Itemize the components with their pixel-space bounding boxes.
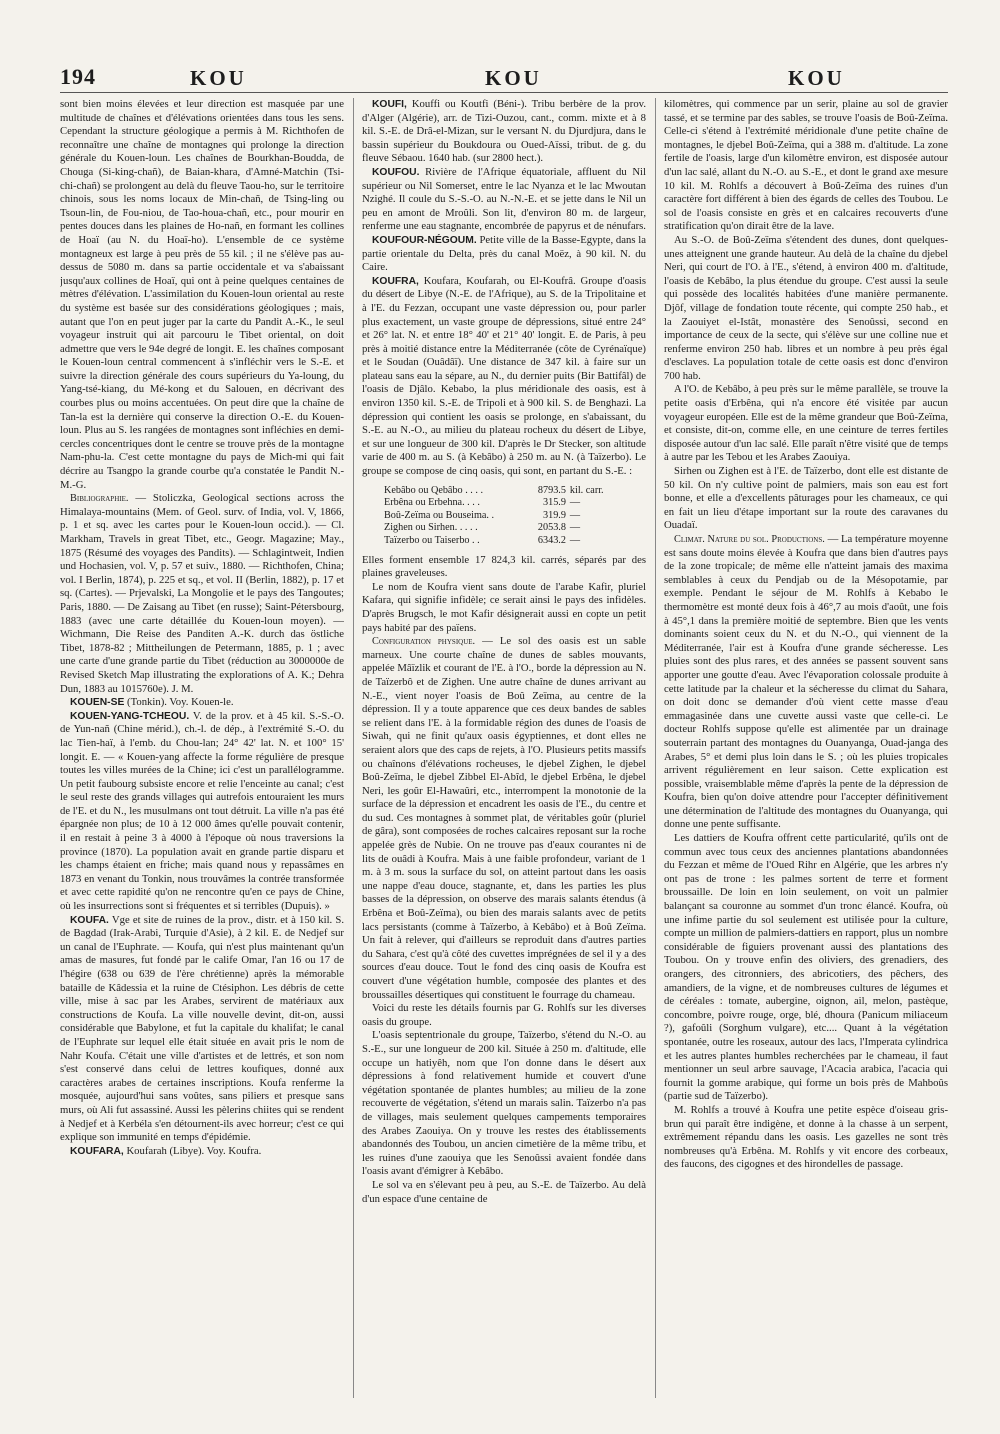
signature: J. M. <box>171 682 194 695</box>
text-columns <box>60 98 948 1410</box>
entry-continuation: sont bien moins élevées et leur direction est masquée par une multitude de chaînes et d'élévations orientées dans tous les sens. Cependant la structure géologique a permis à M. Richthofen de reconnaître une chaîne de montagnes qui prolonge la direction générale du Kouen-loun. Les chaînes de Bourkhan-Boudda, de Chouga (Si-king-chañ), de Baian-khara, d'Amné-Matchin (Tsi-chi-chañ) se prolongent au delà du fleuve Taou-ho, sur le territoire chinois, sous les noms locaux de Min-chañ, de Tsing-ling ou Tsoun-lin, de Fou-niou, de Tao-houa-chañ, etc., pour mourir en pentes douces dans les plaines de Ho-nañ, en formant les collines de Hoaï (au N. du Hoaï-ho). L'ensemble de ce système montagneux est large à peu près de 55 kil. ; il ne s'élève pas au-dessus de 5080 m. dans sa partie occidentale et va s'abaissant jusqu'aux collines de Hoaï, qui ont à peine quelques centaines de mètres d'élévation. L'assimilation du Kouen-loun oriental au reste du système est basée sur des considérations géologiques ; mais, autant que l'on en peut juger par la carte du Pandit A.-K., le seul voyageur instruit qui ait parcouru le Tibet oriental, on doit admettre que vers le 94e degré de longit. E. les chaînes composant le Kouen-loun central commencent à s'infléchir vers le S.-E. et suivre la direction générale des cours supérieurs du Ya-loung, du Yang-tsé-kiang, du Mé-kong et du Salouen, en décrivant des courbes plus ou moins accentuées. On peut dire que la chaîne de Tan-la est la dernière qui conserve la direction O.-E. du Kouen-loun. Plus au S. les rangées de montagnes sont infléchies en demi-cercles concentriques dont le centre se trouve près de la montagne Nam-phu-la. C'est cette montagne du pays de Mich-mi qui fait décrire au Tsangpo la grande courbe qu'a constatée le Pandit N.-M.-G. <box>60 98 344 491</box>
oasis-unit: kil. carr. <box>569 484 604 496</box>
section-text: — La température moyenne est sans doute moins élevée à Koufra que dans bien d'autres pays de la zone tropicale; de même elle n'atteint jamais des maxima semblables à ceux du Pendjab ou de la Mésopotamie, par exemple. Pendant le séjour de M. Rohlfs à Kebabo le thermomètre est monté deux fois à 46°,7 au mois d'août, une fois à 45°,1 dans la première moitié de septembre. Bien que les vents dominants soient ceux du N. et du N.-O., qui viennent de la Méditerranée, l'air est à Koufra d'une grande sécheresse. Les pluies sont des plus rares, et des années se passent souvent sans apporter une goutte d'eau. Avec l'évaporation colossale produite à cette latitude par la chaleur et la sécheresse du climat du Sahara, on doit donc se demander d'où vient cette masse d'eau emmagasinée dans une cuvette aussi vaste que celle-ci. Le docteur Rohlfs suppose qu'elle est alimentée par un drainage souterrain partant des montagnes du Ouanyanga, Ouad-janga des Arabes, 5° et demi plus loin dans le S. ; où les pluies tropicales arrivent régulièrement en leur saison. Cette explication est possible, vraisemblable même d'après la pente de la dépression de Koufra, bien qu'on doive attendre pour l'accepter définitivement une détermination de l'altitude des montagnes du Ouanyanga, qui donne une pente suffisante. <box>664 533 948 831</box>
running-head-right: KOU <box>788 66 845 90</box>
entry-text: Koufarah (Libye). Voy. Koufra. <box>126 1144 262 1157</box>
oasis-unit: — <box>569 509 581 521</box>
entry-koufour-negoum <box>362 234 646 275</box>
table-row <box>384 485 614 498</box>
oasis-name: Taïzerbo ou Taiserbo . . <box>384 535 480 546</box>
paragraph: A l'O. de Kebâbo, à peu près sur le même parallèle, se trouve la petite oasis d'Erbêna, qui n'a encore été visitée par aucun voyageur européen. Elle est de la même grandeur que Boû-Zeïma, et consiste, dit-on, comme elle, en une ceinture de terres fertiles disposée autour d'un lac salé. Elle paraît n'être visité que de temps à autre par les Tebou et les Arabes Zaouiya. <box>664 383 948 464</box>
section-label: Climat. Nature du sol. Productions. <box>674 534 825 545</box>
headword: KOUFOU. <box>372 166 420 178</box>
paragraph: Les dattiers de Koufra offrent cette particularité, qu'ils ont de commun avec tous ceux des anciennes plantations abandonnées du Fezzan et même de l'Oued Rihr en Algérie, que les arbres n'y ont pas de trone : les palmes sortent de terre et forment broussaille. De loin en loin seulement, on voit un palmier balançant sa couronne au sommet d'un tronc élancé. Koufra, où une infime partie du sol seulement est utilisée pour la culture, compte un million de palmiers-dattiers en rapport, plus un nombre considérable de figuiers provenant aussi des plantations des Toubou. On y trouve enfin des oliviers, des grenadiers, des orangers, des citronniers, des abricotiers, des pêchers, des amandiers, de la vigne, et de nombreuses cultures de légumes et de céréales : tomate, aubergine, oignon, ail, melon, pastèque, concombre, poivre rouge, orge, blé, dhoura (Panicum miliaceum ?), gafoûli (Sorghum vulgare), etc.... Quant à la végétation spontanée, outre les roseaux, autour des lacs, l'Imperata cylindrica et les autres plantes humbles recherchées par le chameau, il faut mentionner un seul arbre sauvage, l'Acacia arabica, l'acacia qui fournit la gomme arabique, qui forme un bois près de Mahboûs (partie sud de Taïzerbo). <box>664 832 948 1103</box>
entry-text: (Tonkin). Voy. Kouen-le. <box>127 696 234 709</box>
entry-text: Petite ville de la Basse-Egypte, dans la partie orientale du Delta, près du canal Moëz, à 90 kil. N. du Caire. <box>362 233 646 274</box>
paragraph: Sirhen ou Zighen est à l'E. de Taïzerbo, dont elle est distante de 50 kil. On n'y cultive point de palmiers, mais son eau est fort bonne, et elle a d'excellents pâturages pour les chameaux, ce qui en fait un lieu d'étape important sur la route des caravanes du Ouadaï. <box>664 465 948 532</box>
paragraph: Au S.-O. de Boû-Zeïma s'étendent des dunes, dont quelques-unes atteignent une grande hauteur. Au delà de la chaîne du djebel Neri, qui court de l'O. à l'E., s'étend, à environ 400 m. d'altitude, l'oasis de Kebâbo, la plus étendue du groupe. C'est aussi la seule qui possède des localités habitées d'une manière permanente. Djôf, village de fondation toute récente, qui compte 250 hab., et la Zaouiyet el-Istât, monastère des Senoûssi, second en importance de ceux de la secte, qui s'élève sur une colline nue et renferme environ 250 hab. libres et un nombre à peu près égal d'esclaves. La population totale de cette oasis est donc d'environ 700 hab. <box>664 233 948 382</box>
running-head-center: KOU <box>485 66 542 90</box>
section-label: Configuration physique. <box>372 636 476 648</box>
column-separator <box>353 98 354 1398</box>
headword: KOUFA. <box>70 914 109 926</box>
headword: KOUEN-SE <box>70 697 125 709</box>
entry-text: Koufara, Koufarah, ou El-Koufrâ. Groupe d'oasis du désert de Libye (N.-E. de l'Afrique), au S. de la Tripolitaine et à l'E. du Fezzan, occupant une vaste dépression ou, pour parler plus exactement, un vaste groupe de dépressions, situé entre 24° et 26° lat. N. et entre 18° 40' et 21° 40' longit. E. de Paris, à peu près à moitié distance entre la Méditerranée (côte de Cyrénaïque) et le Soudan (Ouâdâï). Une distance de 347 kil. à faire sur un plateau sans eau la sépare, au N., du dernier puits (Bir Battifâl) de l'oasis de Djâlo. Kebabo, la plus méridionale des oasis, est à environ 1350 kil. S.-E. de Tripoli et à 900 kil. S. de Benghazi. La dépression qui contient les oasis se prolonge, en s'abaissant, du S.-E. au N.-O., au milieu du plateau rocheux du désert de Libye, et sur une longueur de 300 kil. D'après le Dr Stecker, son altitude varie de 400 m. au S. (à Kebâbo) à 250 m. au N. (à Taïzerbo). Le groupe se compose de cinq oasis, qui sont, en partant du S.-E. : <box>362 274 646 478</box>
table-row <box>384 510 614 523</box>
headword: KOUEN-YANG-TCHEOU. <box>70 710 190 722</box>
section-configuration <box>362 635 646 1002</box>
section-text: — Le sol des oasis est un sable marneux. Une courte chaîne de dunes de sables mouvants, appelée Mâïzlik et courant de l'E. à l'O., borde la dépression au N. de Taïzerbô et de Zighen. Une autre chaîne de dunes arrivant au N.-E., vient noyer l'oasis de Boû Zeïma, au centre de la dépression. Il y a toute apparence que ces deux bandes de sables se relient dans l'E. à la formidable région des dunes de l'oasis de Siwah, qui ne finit qu'aux oasis égyptiennes, et dont elles ne seraient alors que des caps de rejets, à l'O. Plusieurs petits massifs ou chaînons d'élévations rocheuses, le djebel Zighen, le djebel Boû-Zeïma, le djebel Zibbel El-Abîd, le djebel Erbêna, le djebel Neri, les goûr El-Hawaûri, etc., interrompent la monotonie de la surface de la dépression et encadrent les oasis de l'E., du centre et du sud. Ces montagnes à sommet plat, de véritables goûr (pluriel de gâra), sont composées de roches calcaires reposant sur la roche appelée grès de Nubie. On ne trouve pas d'eaux courantes ni de lits de ouâdi à Koufra. Mais à une faible profondeur, variant de 1 m. à 3 m. sous la surface du sol, on atteint partout dans les oasis une nappe d'eau douce, stagnante, et, dans les parties les plus basses de la dépression, on observe des marais salants étendus (à Erbêna et Boû-Zeïma), ou bien des marais salants avec de petits lacs persistants (comme à Taïzerbo, à Kebâbo) et à Boû Zeïma. Un fait à relever, qui d'ailleurs se reproduit dans d'autres parties du Sahara, c'est qu'à côté des cuvettes imprégnées de sel il y a des sources d'eau douce. Tout le fond des cinq oasis de Koufra est couvert d'une végétation humble, composée des plantes et des broussailles désertiques qui constituent le fourrage du chameau. <box>362 635 646 1001</box>
bibliography-text: — Stoliczka, Geological sections across the Himalaya-mountains (Mem. of Geol. surv. of India, vol. V, 1866, p. 1 et sq. avec les cartes pour le Kouen-loun occid.). — Cl. Markham, Travels in great Tibet, etc., Geogr. Magazine; May., 1875 (Résumé des voyages des Pandits). — Schlagintweit, Indien und Hochasien, vol. V, p. 57 et suiv., 1880. — Richthofen, China; vol. I Berlin, 1874), p. 225 et sq., et vol. II (Berlin, 1882), p. 17 et sq. (Cartes). — Prjevalski, La Mongolie et le pays des Tangoutes; Paris, 1880. — De Zaisang au Tibet (en russe); Saint-Pétersbourg, 1883 (avec une carte détaillée du Kouen-loun moyen). — Wichmann, Die Reise des Panditen A.-K. durch das östliche Tibet, 1878-82 ; Mittheilungen de Petermann, 1885, p. 1 ; avec une carte d'une grande partie du Tibet (réduction au 3000000e de Revised Sketch Map illustrating the explorations of A. K.; Dehra Dun, 1883 au 1015760e). <box>60 492 344 695</box>
headword: KOUFOUR-NÉGOUM. <box>372 234 477 246</box>
oasis-unit: — <box>569 522 581 534</box>
entry-koufou <box>362 166 646 234</box>
entry-text: Kouffi ou Koutfi (Béni-). Tribu berbère de la prov. d'Alger (Algérie), arr. de Tizi-Ouzou, cant., comm. mixte et à 8 kil. S.-E. de Drâ-el-Mizan, sur le versant N. du Djurdjura, dans le bassin supérieur du Boukdoura ou Oued-Aïssi, tribut. de g. du fleuve Sébaou. 1640 hab. (sur 2800 hect.). <box>362 98 646 165</box>
headword: KOUFRA, <box>372 275 419 287</box>
paragraph: Le sol va en s'élevant peu à peu, au S.-E. de Taïzerbo. Au delà d'un espace d'une centaine de <box>362 1178 646 1205</box>
section-climat <box>664 533 948 832</box>
page-number: 194 <box>60 64 96 89</box>
column-2 <box>362 98 646 1410</box>
header-rule <box>60 92 948 93</box>
column-separator <box>655 98 656 1398</box>
paragraph: kilomètres, qui commence par un serir, plaine au sol de gravier tassé, et se termine par des sables, se trouve l'oasis de Boû-Zeïma. Celle-ci s'étend à l'extrémité méridionale d'une petite chaîne de montagnes, le djebel Boû-Zeïma, qui a 388 m. d'altitude. La zone fertile de l'oasis, large d'un kilomètre environ, est disposée autour d'un lac salé, allant du N.-O. au S.-E., et dont le grand axe mesure 10 kil. M. Rohlfs a découvert à Boû-Zeïma des ruines d'un caractère fort différent à bien des égards de celles des Toubou. Le sol de l'oasis consiste en grès et en calcaires recouverts d'une stratification qu'on dirait être de la lave. <box>664 98 948 233</box>
oasis-area: 2053.8 <box>537 522 566 534</box>
paragraph: Voici du reste les détails fournis par G. Rohlfs sur les diverses oasis du groupe. <box>362 1002 646 1028</box>
paragraph: Elles forment ensemble 17 824,3 kil. carrés, séparés par des plaines graveleuses. <box>362 553 646 580</box>
entry-text: Rivière de l'Afrique équatoriale, affluent du Nil supérieur ou Nil Somerset, entre le lac Nyanza et le lac Mwoutan Nzighé. Il coule du S.-S.-O. au N.-N.-E. et se jette dans le Nil un peu en amont de Mroûli. Son lit, d'environ 80 m. de largeur, renferme une eau stagnante, encombrée de papyrus et de nénufars. <box>362 165 646 233</box>
entry-text: Vge et site de ruines de la prov., distr. et à 150 kil. S. de Bagdad (Irak-Arabi, Turquie d'Asie), à 2 kil. E. de Nedjef sur un canal de l'Euphrate. — Koufa, qui n'est plus maintenant qu'un amas de masures, fut fondé par le calife Omar, l'an 16 ou 17 de l'hégire (638 ou 639 de l'ère chrétienne) après la mémorable bataille de Kâdessia et la ruine de Ctésiphon. Les débris de cette ville, mise à sac par les Arabes, servirent de matériaux aux constructions de Koufa. La ville nouvelle devint, dit-on, aussi considérable que Babylone, et fut la capitale du khalifat; le canal de l'Euphrate sur lequel elle était située en avait pris le nom de Nahr Koufa. C'était une ville d'artistes et de lettrés, et son nom s'est conservé dans celui de lettres koufiques, donné aux caractères arabes de certaines inscriptions. Koufa renferme la mosquée, aujourd'hui sans voûtes, sans piliers et presque sans murs, où Ali fut assassiné. Aussi les pèlerins chiites qui se rendent à Nedjef et à Kerbéla s'en détournent-ils avec horreur; c'est ce qui explique son immunité en temps d'épidémie. <box>60 913 344 1144</box>
paragraph: L'oasis septentrionale du groupe, Taïzerbo, s'étend du N.-O. au S.-E., sur une longueur de 200 kil. Située à 250 m. d'altitude, elle occupe un hatiyêh, nom que l'on donne dans le désert aux dépressions à fond relativement humide et couvert d'une végétation spontanée de plantes humbles; au milieu de la zone recouverte de végétation, s'étend un marais salin. Taïzerbo n'a pas de villages, mais seulement quelques campements temporaires des Arabes Zaouiya. On y trouve les restes des établissements abandonnés des Toubou, un ancien cimetière de la même tribu, et les ruines d'une zaouiya que les Senoûssi avaient fondée dans l'oasis avant d'émigrer à Kebâbo. <box>362 1029 646 1178</box>
oasis-area: 8793.5 <box>537 484 566 496</box>
running-head-left: KOU <box>190 66 247 90</box>
headword: KOUFARA, <box>70 1145 124 1157</box>
column-3 <box>664 98 948 1410</box>
oasis-area: 315.9 <box>543 497 566 509</box>
entry-koufara <box>60 1145 344 1159</box>
oasis-unit: — <box>569 497 581 509</box>
paragraph: M. Rohlfs a trouvé à Koufra une petite espèce d'oiseau gris-brun qui paraît être indigène, et donne à la chasse à un serpent, extrêmement répandu dans les oasis. Les gazelles ne sont très nombreuses qu'à Erbêna. M. Rohlfs y vit encore des corbeaux, des faucons, des cigognes et des hirondelles de passage. <box>664 1103 948 1171</box>
entry-text: V. de la prov. et à 45 kil. S.-S.-O. de Yun-nañ (Chine mérid.), ch.-l. de dép., à l'extrémité S.-O. du lac Tien-haï, à l'emb. du Chou-lan; 24° 42' lat. N. et 100° 15' longit. E. — « Kouen-yang affecte la forme régulière de presque toutes les villes murées de la Chine; ici c'est un parallélogramme. Un petit faubourg subsiste encore et relie l'enceinte au canal; c'est le seul reste des grands villages qui autrefois entouraient les murs de l'E. et du N., les musulmans ont tout détruit. La ville n'a pas été épargnée non plus; de 10 à 12 000 âmes qu'elle pouvait contenir, il en restait à peine 3 à 4000 à l'époque où nous traversions la province (1870). La population avait en grande partie disparu et les champs étaient en friche; mais quand nous y repassâmes en 1873 en venant du Tonkin, nous trouvâmes la contrée transformée et avec cette rapidité qu'on ne rencontre qu'en ce pays de Chine, où les insurrections sont si fréquentes et si terribles (Dupuis). » <box>60 709 344 913</box>
oasis-name: Kebâbo ou Qebâbo . . . . <box>384 484 484 496</box>
entry-kouen-se <box>60 696 344 710</box>
oases-area-table <box>384 485 614 548</box>
table-row <box>384 497 614 510</box>
table-row <box>384 535 614 548</box>
entry-koufra <box>362 275 646 479</box>
headword: KOUFI, <box>372 99 407 110</box>
oasis-unit: — <box>569 535 581 546</box>
oasis-name: Erbêna ou Erbehna. . . . <box>384 497 480 509</box>
oasis-name: Boû-Zeïma ou Bouseima. . <box>384 509 495 521</box>
oasis-name: Zighen ou Sirhen. . . . . <box>384 522 478 534</box>
entry-koufa <box>60 914 344 1145</box>
oasis-area: 319.9 <box>543 509 566 521</box>
table-row <box>384 522 614 535</box>
column-1 <box>60 98 344 1410</box>
paragraph: Le nom de Koufra vient sans doute de l'arabe Kafir, pluriel Kafara, qui signifie infidèle; ce serait ainsi le pays des infidèles. D'après Brugsch, le mot Kafir désignerait aussi en copte un petit pays habité par des païens. <box>362 580 646 634</box>
oasis-area: 6343.2 <box>537 535 566 546</box>
bibliography <box>60 492 344 696</box>
entry-koufi <box>362 98 646 166</box>
bibliography-label: Bibliographie. <box>70 493 129 505</box>
entry-kouen-yang-tcheou <box>60 710 344 914</box>
